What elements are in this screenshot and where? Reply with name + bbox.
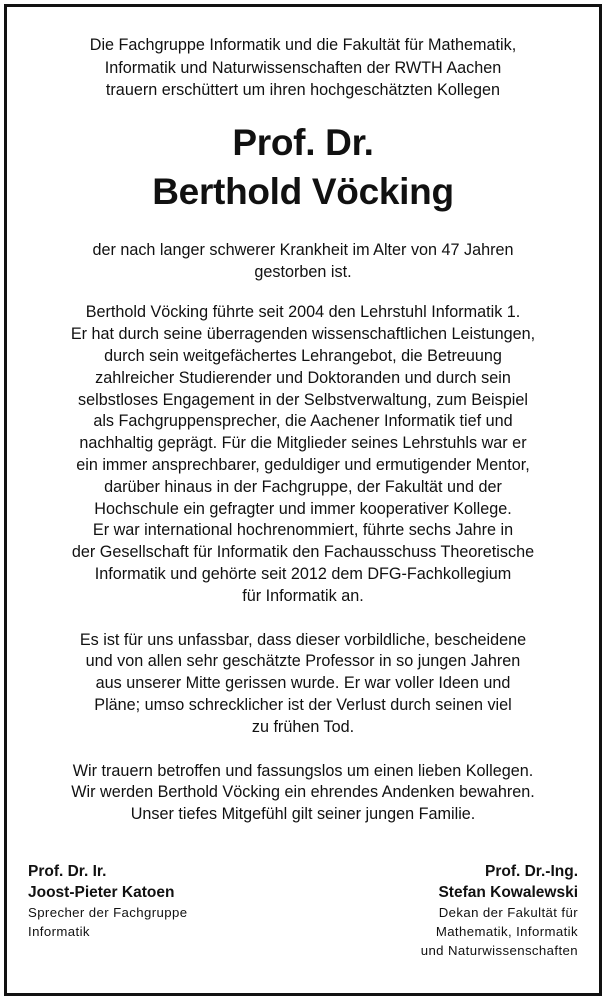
- signature-right-role-line2: Mathematik, Informatik: [435, 924, 578, 939]
- tribute-paragraph: Es ist für uns unfassbar, dass dieser vorbildliche, bescheidene und von allen sehr geschätzte Professor in so jungen Jahren aus unserer Mitte gerissen wurde. Er war voller Ideen und Pläne; umso schrecklicher ist der Verlust durch seinen viel zu frühen Tod.: [79, 630, 527, 736]
- signature-right-name: Stefan Kowalewski: [438, 883, 578, 901]
- signature-left: [28, 862, 187, 960]
- deceased-title: Prof. Dr.: [232, 121, 374, 163]
- signature-right: [421, 862, 578, 960]
- condolence-paragraph: Wir trauern betroffen und fassungslos um einen lieben Kollegen. Wir werden Berthold Vöcking ein ehrendes Andenken bewahren. Unser tiefes Mitgefühl gilt seiner jungen Familie.: [71, 761, 535, 824]
- obituary-body: [28, 34, 578, 826]
- signature-right-role-line1: Dekan der Fakultät für: [438, 905, 578, 920]
- signatures: [28, 862, 578, 960]
- signature-right-role-line3: und Naturwissenschaften: [420, 943, 578, 958]
- death-notice-paragraph: der nach langer schwerer Krankheit im Alter von 47 Jahren gestorben ist.: [92, 240, 514, 281]
- deceased-full-name: Berthold Vöcking: [152, 170, 454, 212]
- signature-left-name: Joost-Pieter Katoen: [28, 883, 175, 901]
- signature-right-title: Prof. Dr.-Ing.: [485, 863, 578, 880]
- signature-left-title: Prof. Dr. Ir.: [28, 863, 107, 880]
- deceased-name: [28, 118, 578, 216]
- intro-text: Die Fachgruppe Informatik und die Fakultät für Mathematik, Informatik und Naturwissenschaften der RWTH Aachen trauern erschüttert um ihren hochgeschätzten Kollegen: [89, 36, 517, 100]
- signature-left-role-line1: Sprecher der Fachgruppe: [28, 905, 188, 920]
- biography-paragraph: Berthold Vöcking führte seit 2004 den Lehrstuhl Informatik 1. Er hat durch seine überragenden wissenschaftlichen Leistungen, durch sein weitgefächertes Lehrangebot, die Betreuung zahlreicher Studierender und Doktoranden und durch sein selbstloses Engagement in der Selbstverwaltung, zum Beispiel als Fachgruppensprecher, die Aachener Informatik tief und nachhaltig geprägt. Für die Mitglieder seines Lehrstuhls war er ein immer ansprechbarer, geduldiger und ermutigender Mentor, darüber hinaus in der Fachgruppe, der Fakultät und der Hochschule ein gefragter und immer kooperativer Kollege. Er war international hochrenommiert, führte sechs Jahre in der Gesellschaft für Informatik den Fachausschuss Theoretische Informatik und gehörte seit 2012 dem DFG-Fachkollegium für Informatik an.: [70, 303, 536, 605]
- signature-left-role-line2: Informatik: [28, 924, 90, 939]
